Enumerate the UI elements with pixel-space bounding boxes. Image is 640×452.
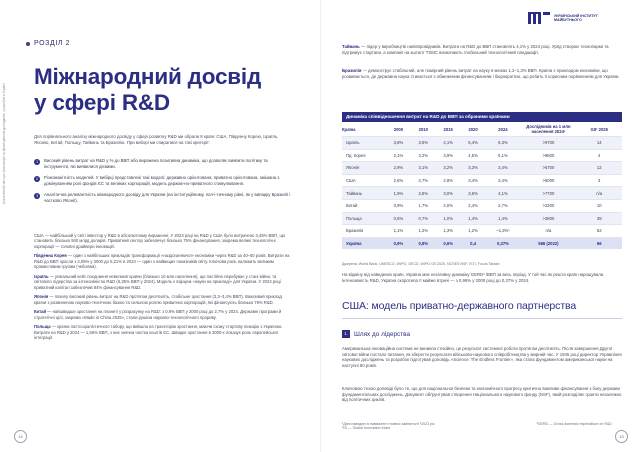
rd-gdp-table (342, 124, 622, 249)
value-cell: 2,0% (436, 199, 461, 212)
value-cell: 39 (576, 212, 622, 225)
heading-divider (342, 318, 622, 319)
column-header: 2015 (443, 126, 453, 132)
section-label: РОЗДІЛ 2 (34, 40, 71, 47)
country-lead: Тайвань (342, 44, 360, 49)
value-cell: 3,1% (411, 162, 436, 175)
country-text: — унікальний кейс поєднання невеликої країни (близько 10 млн населення), що постійно перебуває у стані війни, та світового лідерства за інтенсивністю R&D (6,35% ВВП у 2024). Модель є взірцем «науки на прикладі» для України. У 2024 році приватний капітал забезпечив 84% фінансування R&D. (34, 273, 281, 290)
footnote: ³GERD — Gross domestic expenditure on R&D (536, 422, 612, 426)
country-cell: США (342, 174, 386, 187)
column-header: 2000 (393, 126, 404, 132)
value-cell: 3,2% (436, 162, 461, 175)
value-cell: 5,4% (461, 137, 486, 150)
country-paragraph-poland (34, 324, 294, 340)
country-lead: Ізраїль (34, 273, 49, 279)
value-cell: 4,1% (436, 137, 461, 150)
value-cell: 3,4% (461, 174, 486, 187)
value-cell: 1,1% (386, 225, 411, 238)
country-cell: Китай (342, 199, 386, 212)
country-cell: Бразилія (342, 225, 386, 238)
value-cell: ~1,2%¹ (486, 225, 521, 238)
column-header: 2010 (418, 126, 428, 132)
country-lead: Південна Корея (34, 253, 67, 259)
footnote: ¹Дані наведені в еквіваленті повної зайнятості ¹2023 рік ²GI — Global Innovation Index (342, 422, 435, 431)
value-cell: 1,2% (461, 225, 486, 238)
ukraine-comparison-paragraph: На відміну від наведених країн, Україна має негативну динаміку GERD³ /ВВП за весь період. У той час як решта країн нарощувала інтенсивність R&D, Україна скоротила її майже втричі — з 0,96% у 2000 році до 0,37% у 2024. (342, 272, 604, 283)
value-cell: 1,7% (411, 199, 436, 212)
value-cell: >9700 (520, 137, 576, 150)
country-text: — демонструє стабільний, але помірний рівень витрат на науку в межах 1,2–1,3% ВВП. Країна є прикладом економіки, що розвивається, де державна наука стикається з обмеженим фінансуванням і бюрократією, що робить її корисним порівнянням для України. (342, 68, 620, 79)
value-cell: 3,2% (411, 149, 436, 162)
value-cell: 1,9% (386, 187, 411, 200)
value-cell: 0,9% (386, 199, 411, 212)
value-cell: 12 (576, 162, 622, 175)
country-text: — найшвидше зростання на планеті у розрахунку на R&D: з 0,9% ВВП у 2000 році до 2,7% у 2024. Державні програми й стратегічні цілі, зокрема «Made in China 2025», стали рушієм науково-технологічного прориву. (34, 309, 282, 320)
value-cell: 3,4% (486, 162, 521, 175)
table-row (342, 225, 622, 238)
table-row (342, 149, 622, 162)
table-source: Джерела: World Bank, UNESCO, WIPO, OECD, WIPO GII 2025, NCSES NSF, ISTI, Focus Taiwan (342, 262, 500, 266)
value-cell: 4,5% (461, 149, 486, 162)
country-text: — країна постсоціалістичного табору, що вийшла на траєкторію зростання, маючи схожу стартову позицію з Україною. Витрати на R&D у 2024 — 1,56% ВВП, з них значна частка коштів ЄС. Швидке зростання в 2000-х показує роль європейської інтеграції. (34, 324, 283, 341)
value-cell: 3,4% (486, 174, 521, 187)
value-cell: 0,9% (386, 237, 411, 249)
value-cell: >9500 (520, 149, 576, 162)
country-text: — лідер у виробництві напівпровідників. Витрати на R&D до ВВП становлять 4,1% у 2024 році. Уряд створює технопарки та підтримує стартапи, а компанії на кшталт TSMC визначають глобальний технологічний ландшафт. (342, 44, 609, 55)
column-header: 2020 (468, 126, 478, 132)
table-row (342, 137, 622, 150)
section-heading: США: модель приватно-державного партнерства (342, 300, 577, 312)
country-cell: Ізраїль (342, 137, 386, 150)
value-cell: >5000 (520, 174, 576, 187)
value-cell: >2200 (520, 199, 576, 212)
side-running-title: Аналітичний звіт про реалізацію та фінансування досліджень і розробок в Україні (2, 83, 6, 204)
value-cell: 0,4 (461, 237, 486, 249)
value-cell: 3,8% (386, 137, 411, 150)
value-cell: >7700 (520, 187, 576, 200)
value-cell: 10 (576, 199, 622, 212)
country-paragraph-israel (34, 274, 294, 290)
value-cell: 0,8% (411, 237, 436, 249)
table-title: Динаміка співвідношення витрат на R&D до ВВП за обраними країнами (342, 112, 622, 122)
value-cell: 1,2% (411, 225, 436, 238)
table-row (342, 162, 622, 175)
page-title (34, 64, 304, 116)
criteria-item (34, 158, 294, 169)
criteria-item (34, 175, 294, 186)
country-text: США — найбільший у світі інвестор у R&D в абсолютному вираженні. У 2023 році на R&D у США було витрачено 3,45% ВВП, що становить близько 940 млрд доларів. Приватний сектор забезпечує близько 75% фінансування, зокрема великі технологічні корпорації — головні драйвери інновацій. (34, 233, 286, 249)
table-header-row (342, 124, 622, 137)
value-cell: 2,7% (411, 174, 436, 187)
criteria-number-badge: 3 (35, 193, 39, 198)
subsection-number: 1. (342, 330, 350, 338)
country-paragraphs (34, 233, 294, 345)
country-paragraph-china (34, 309, 294, 320)
table-row (342, 187, 622, 200)
value-cell: 0,6% (436, 237, 461, 249)
column-header: Дослідників на 1 млн населення 2024¹ (526, 124, 571, 134)
criteria-number-badge: 1 (35, 159, 39, 164)
value-cell: 66 (576, 237, 622, 249)
value-cell: 1,3% (436, 225, 461, 238)
value-cell: 14 (576, 137, 622, 150)
taiwan-paragraph (342, 44, 622, 55)
subsection-title: Шлях до лідерства (354, 330, 411, 338)
page-number: 14 (14, 430, 27, 443)
country-cell: Україна (342, 237, 386, 249)
value-cell: 2,7% (486, 199, 521, 212)
value-cell: >3800 (520, 212, 576, 225)
country-lead: Китай (34, 309, 47, 315)
intro-paragraph: Для порівняльного аналізу міжнародного досвіду у сфері розвитку R&D ми обрали 8 країн: США, Південну Корею, Ізраїль, Японію, Китай, Польщу, Тайвань та Бразилію. При виборі ми спиралися на такі критерії: (34, 134, 279, 145)
value-cell: 3,8% (411, 137, 436, 150)
page-number: 15 (615, 430, 628, 443)
criteria-text: Аналітична релевантність міжнародного досвіду для України (на інституційному, пол-і-тичному рівні, як у випадку Бразилії і частково Японії). (44, 192, 291, 203)
value-cell: 4,1% (486, 187, 521, 200)
criteria-text: Різноманітність моделей. У вибірці представлені такі моделі: державно орієнтована, приватно орієнтована, змішана з домінуванням ролі фондів ЄС та великих корпорацій, модель держав-но-приватного стимулювання. (44, 175, 280, 186)
page-title-line1: Міжнародний досвід (34, 64, 262, 89)
value-cell: n/a (576, 187, 622, 200)
footnotes (342, 422, 612, 431)
criteria-list (34, 158, 294, 210)
country-paragraph-korea (34, 253, 294, 269)
value-cell: 3 (576, 174, 622, 187)
value-cell: 586 (2022) (520, 237, 576, 249)
column-header: 2024 (498, 126, 508, 132)
institute-logo (528, 12, 618, 24)
value-cell: 3,3% (461, 162, 486, 175)
table-row (342, 237, 622, 249)
subsection-heading (342, 330, 410, 338)
country-lead: Японія (34, 294, 49, 300)
country-paragraph-japan (34, 294, 294, 305)
country-cell: Тайвань (342, 187, 386, 200)
country-paragraph-usa (34, 233, 294, 249)
table-row (342, 212, 622, 225)
country-lead: Бразилія (342, 68, 362, 73)
value-cell: 2,4% (461, 199, 486, 212)
value-cell: 0,37% (486, 237, 521, 249)
value-cell: 3,9% (436, 149, 461, 162)
section-marker-dot (26, 42, 30, 46)
value-cell: 5,1% (486, 149, 521, 162)
usa-thesis-paragraph: Ключовою тезою доповіді було те, що для національної безпеки та економічного прогресу критично важливе фінансування з боку держави фундаментальних досліджень. Документ обґрунтував створення Національного наукового фонду (NSF), який розподіляє гранти незалежно від політичних циклів. (342, 386, 622, 403)
value-cell: 3,6% (461, 187, 486, 200)
institute-logo-text: УКРАЇНСЬКИЙ ІНСТИТУТ МАЙБУТНЬОГО (554, 13, 598, 22)
value-cell: 3,0% (436, 187, 461, 200)
institute-logo-icon (528, 12, 550, 24)
country-lead: Польща (34, 324, 51, 330)
criteria-item (34, 192, 294, 203)
value-cell: >5700 (520, 162, 576, 175)
value-cell: 1,4% (461, 212, 486, 225)
value-cell: n/a (520, 225, 576, 238)
value-cell: 4 (576, 149, 622, 162)
column-header: Країна (342, 126, 356, 132)
value-cell: 6,3% (486, 137, 521, 150)
criteria-text: Високий рівень витрат на R&D у % до ВВП або виражена позитивна динаміка, що дозволяє виявити політику та інструменти, які виявилися дієвими. (44, 158, 268, 169)
table-row (342, 199, 622, 212)
value-cell: 1,0% (436, 212, 461, 225)
value-cell: 2,8% (436, 174, 461, 187)
value-cell: 1,4% (486, 212, 521, 225)
value-cell: 2,6% (386, 174, 411, 187)
value-cell: 2,1% (386, 149, 411, 162)
country-text: — один з найбільших прикладів трансформації «наздоганяючої» економіки через R&D за 40–50 років. Витрати на R&D до ВВП зросли з 2,05% у 2000 до 5,21% в 2024 — один з найвищих показників світу. Ключова роль належить великим промисловим групам (чеболям). (34, 253, 290, 270)
value-cell: 2,9% (386, 162, 411, 175)
page-title-line2: у сфері R&D (34, 90, 170, 115)
country-cell: Польща (342, 212, 386, 225)
brazil-paragraph (342, 68, 622, 79)
column-header: GII² 2025 (590, 126, 608, 132)
value-cell: 52 (576, 225, 622, 238)
value-cell: 0,6% (386, 212, 411, 225)
country-cell: Пд. Корея (342, 149, 386, 162)
country-cell: Японія (342, 162, 386, 175)
usa-history-paragraph: Американська інноваційна система не виникла стихійно, це результат системної роботи протягом десятиліть. Після завершення Другої світової війни постало питання, як зберегти результати військово-наукового співробітництва у мирний час. У 1945 році директор Управління наукових досліджень та розробок підготував доповідь «Science: The Endless Frontier», яка стала фундаментом американської науки на наступні 80 років. (342, 346, 622, 368)
criteria-number-badge: 2 (35, 176, 39, 181)
value-cell: 0,7% (411, 212, 436, 225)
country-text: — похилу високий рівень витрат на R&D протягом десятиліть, стабільне зростання (3,3–3,4% ВВП). Важливий приклад країни з розвиненою науково-технічною базою та сильною роллю приватних корпорацій, які фінансують близько 79% R&D. (34, 294, 282, 305)
table-row (342, 174, 622, 187)
value-cell: 2,8% (411, 187, 436, 200)
right-page (320, 0, 640, 452)
